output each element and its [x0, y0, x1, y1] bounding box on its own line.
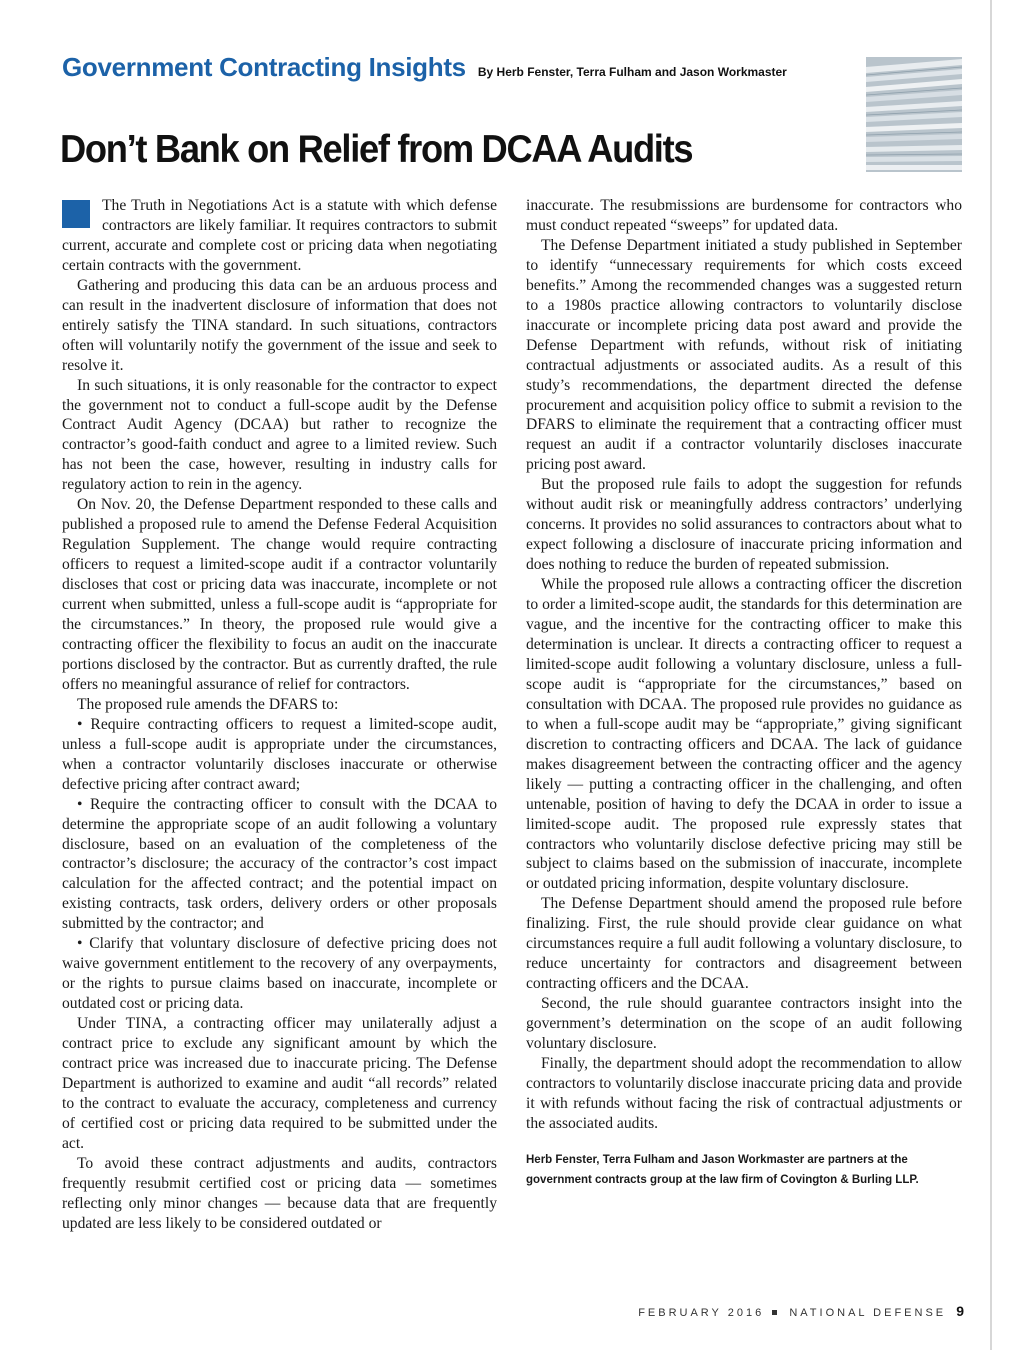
paragraph: The proposed rule amends the DFARS to: — [77, 695, 339, 713]
paragraph: But the proposed rule fails to adopt the suggestion for refunds without audit risk or meaningfully address contractors’ underlying concerns. It provides no solid assurances to contractors about what to expect following a disclosure of inaccurate pricing information and does nothing to reduce the burden of repeated submission. — [526, 476, 962, 574]
page-footer — [638, 1303, 964, 1319]
paragraph — [62, 196, 497, 276]
byline: By Herb Fenster, Terra Fulham and Jason Workmaster — [477, 65, 787, 79]
paragraph-text: The Truth in Negotiations Act is a statute with which defense contractors are likely familiar. It requires contractors to submit current, accurate and complete cost or pricing data when negotiating certain contracts with the government. — [62, 197, 497, 274]
right-column — [526, 196, 962, 1190]
footer-publication: NATIONAL DEFENSE — [789, 1307, 947, 1319]
article-title: Don’t Bank on Relief from DCAA Audits — [60, 128, 693, 171]
paragraph: To avoid these contract adjustments and audits, contractors frequently resubmit certified cost or pricing data — sometimes reflecting only minor changes — because data that are frequently updated are less likely to be considered outdated or — [62, 1154, 497, 1232]
footer-issue: FEBRUARY 2016 — [638, 1307, 765, 1319]
paragraph: The Defense Department should amend the proposed rule before finalizing. First, the rule should provide clear guidance on what circumstances require a full audit following a voluntary disclosure, to reduce uncertainty for contractors and disagreement between contracting officers and the DCAA. — [526, 895, 962, 993]
article-header — [62, 52, 787, 83]
paragraph: Under TINA, a contracting officer may unilaterally adjust a contract price to exclude any significant amount by which the contract price was increased due to inaccurate pricing. The Defense Department is authorized to examine and audit “all records” related to the contract to evaluate the accuracy, completeness and currency of certified cost or pricing data required to be submitted under the act. — [62, 1015, 497, 1152]
paragraph: Finally, the department should adopt the recommendation to allow contractors to voluntarily disclose inaccurate pricing data and provide it with refunds without facing the risk of contractual adjustments or the associated audits. — [526, 1054, 962, 1132]
bullet-item: • Clarify that voluntary disclosure of defective pricing does not waive government entitlement to the recovery of any overpayments, or the rights to pursue claims based on inaccurate, incomplete or outdated cost or pricing data. — [62, 935, 497, 1013]
paragraph: While the proposed rule allows a contracting officer the discretion to order a limited-scope audit, the standards for this determination are vague, and the incentive for the contracting officer to make this determination is unclear. It directs a contracting officer to request a limited-scope audit following a voluntary disclosure, unless a full-scope audit is “appropriate for the circumstances,” based on consultation with DCAA. The proposed rule provides no guidance as to when a full-scope audit may be “appropriate,” giving significant discretion to contracting officers and DCAA. The lack of guidance makes disagreement between the contracting officer and the agency likely — putting a contracting officer in the challenging, and often untenable, position of having to defy the DCAA in order to issue a limited-scope audit. The proposed rule expressly states that contractors who voluntarily disclose defective pricing may still be subject to claims based on the submission of inaccurate, incomplete or outdated pricing information, despite voluntary disclosure. — [526, 576, 962, 893]
square-dropcap-icon — [62, 200, 90, 228]
bullet-item: • Require contracting officers to request a limited-scope audit, unless a full-scope audit is appropriate under the circumstances, when a contractor voluntarily discloses inaccurate or otherwise defective pricing after contract award; — [62, 715, 497, 793]
page-number: 9 — [956, 1303, 964, 1319]
author-bio: Herb Fenster, Terra Fulham and Jason Workmaster are partners at the government contracts group at the law firm of Covington & Burling LLP. — [526, 1153, 919, 1186]
separator-dot-icon — [772, 1310, 777, 1315]
page-margin — [992, 0, 1024, 1350]
paragraph: On Nov. 20, the Defense Department responded to these calls and published a proposed rule to amend the Defense Federal Acquisition Regulation Supplement. The change would require contracting officers to request a limited-scope audit if a contractor voluntarily discloses that cost or pricing data was inaccurate, incomplete or not current when submitted, unless a full-scope audit is “appropriate for the circumstances.” In theory, the proposed rule would give a contracting officer the flexibility to focus an audit on the inaccurate portions disclosed by the contractor. But as currently drafted, the rule offers no meaningful assurance of relief for contractors. — [62, 496, 497, 693]
paper-stack-photo-icon — [866, 57, 962, 172]
paragraph: Second, the rule should guarantee contractors insight into the government’s determination on the scope of an audit following voluntary disclosure. — [526, 995, 962, 1053]
paragraph: Gathering and producing this data can be an arduous process and can result in the inadvertent disclosure of information that does not entirely satisfy the TINA standard. In such situations, contractors often will voluntarily notify the government of the issue and seek to resolve it. — [62, 276, 497, 374]
paragraph: inaccurate. The resubmissions are burdensome for contractors who must conduct repeated “sweeps” for updated data. — [526, 197, 962, 234]
paragraph: In such situations, it is only reasonable for the contractor to expect the government not to conduct a full-scope audit by the Defense Contract Audit Agency (DCAA) but rather to recognize the contractor’s good-faith conduct and agree to a limited review. Such has not been the case, however, resulting in industry calls for regulatory action to rein in the agency. — [62, 376, 497, 494]
paragraph: The Defense Department initiated a study published in September to identify “unnecessary requirements for which costs exceed benefits.” Among the recommended changes was a suggested return to a 1980s practice allowing contractors to voluntarily disclose inaccurate or incomplete pricing data post award and provide the Defense Department with refunds, without risk of initiating contractual adjustments or associated audits. As a result of this study’s recommendations, the department directed the defense procurement and acquisition policy office to submit a revision to the DFARS to eliminate the requirement that a contracting officer must request an audit if a contractor voluntarily discloses inaccurate pricing post award. — [526, 236, 962, 474]
bullet-item: • Require the contracting officer to consult with the DCAA to determine the appropriate scope of an audit following a voluntary disclosure, based on an evaluation of the completeness of the contractor’s disclosure; the accuracy of the contractor’s cost impact calculation for the affected contract; and the potential impact on existing contracts, task orders, delivery orders or other proposals submitted by the contractor; and — [62, 795, 497, 933]
section-title: Government Contracting Insights — [62, 52, 466, 82]
left-column — [62, 196, 497, 1234]
